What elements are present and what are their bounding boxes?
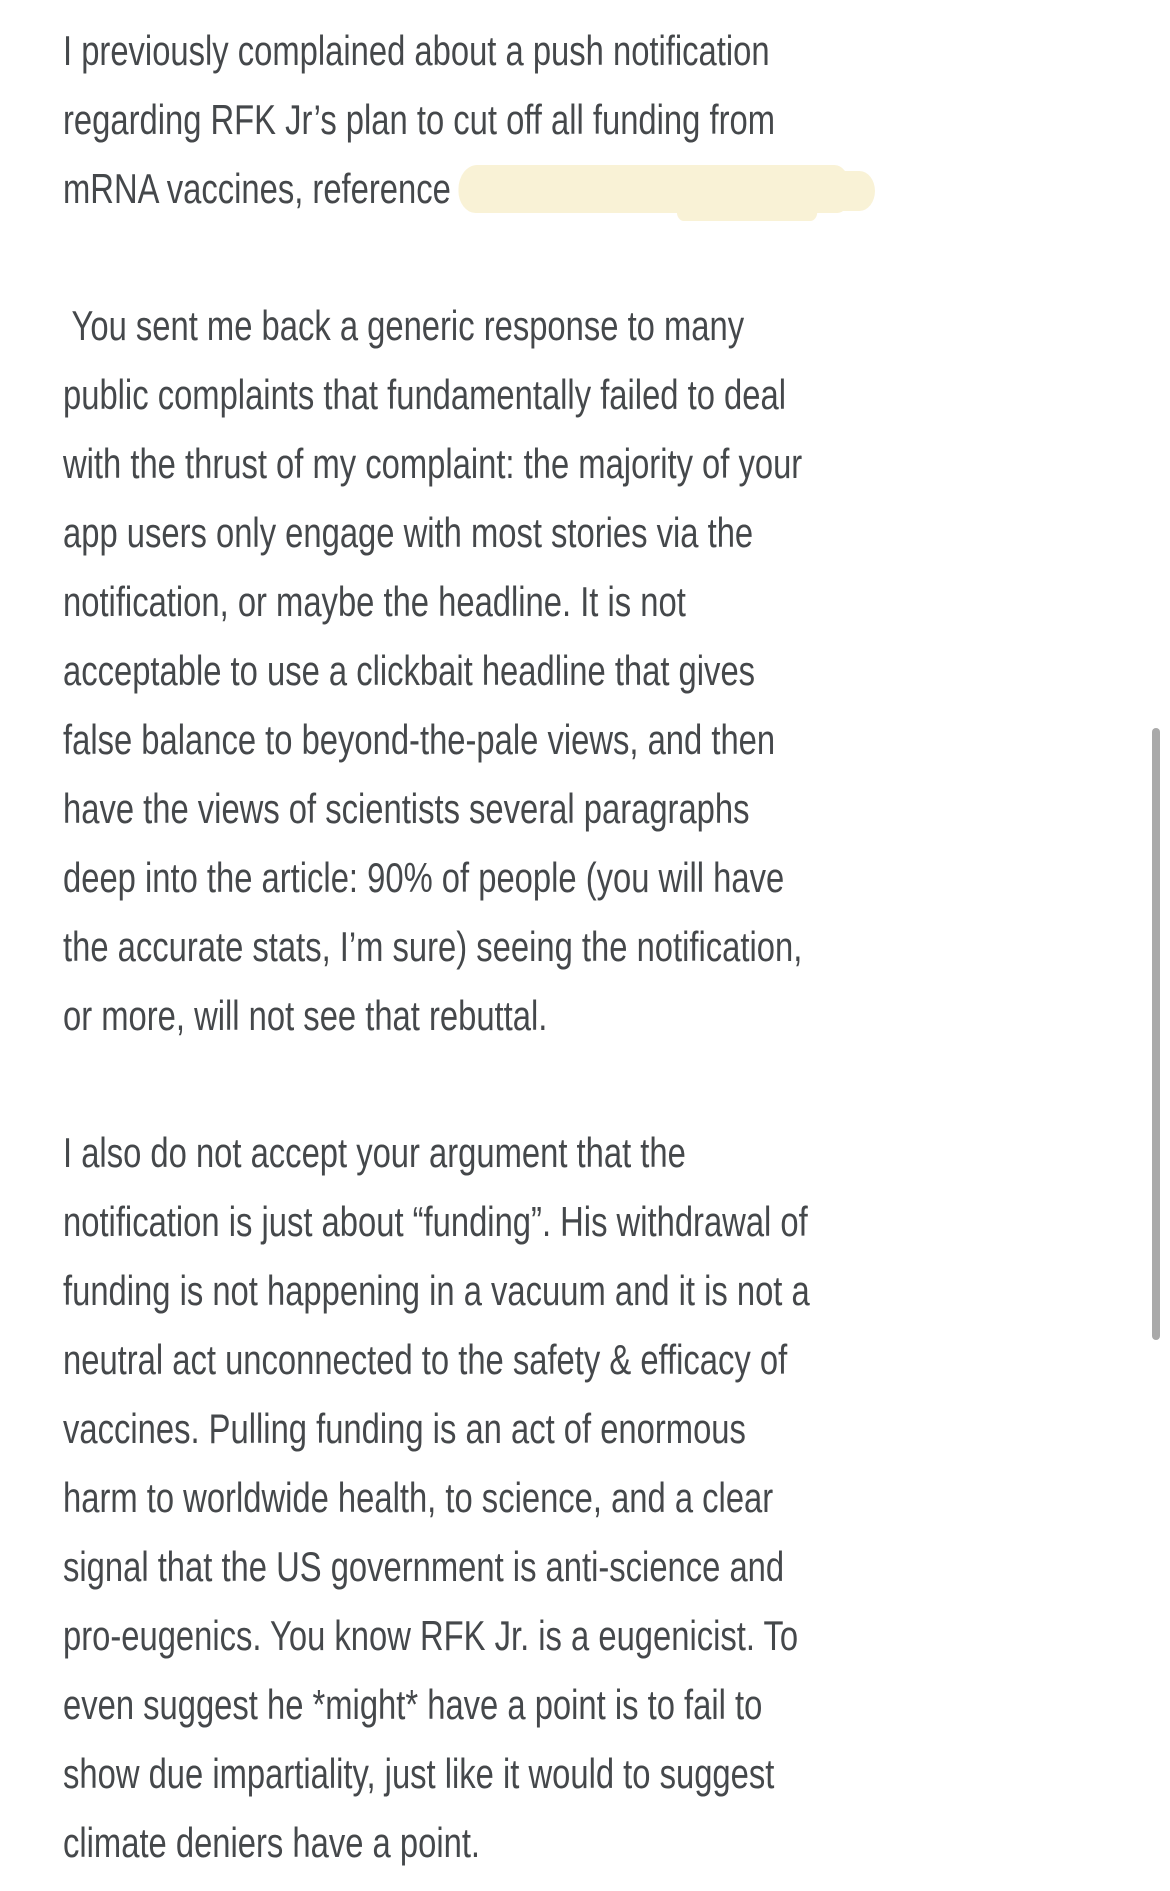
text-line: I also do not accept your argument that the: [63, 1129, 686, 1176]
text-line: climate deniers have a point.: [63, 1819, 481, 1866]
scrollbar[interactable]: [1152, 728, 1160, 1340]
paragraph: [63, 16, 1170, 223]
text-line: notification, or maybe the headline. It is not: [63, 578, 686, 625]
text-line: acceptable to use a clickbait headline that gives: [63, 647, 756, 694]
redaction-highlight: [459, 165, 849, 213]
text-line: even suggest he *might* have a point is to fail to: [63, 1681, 763, 1728]
text-line: app users only engage with most stories via the: [63, 509, 754, 556]
text-line: harm to worldwide health, to science, and a clear: [63, 1474, 774, 1521]
text-line: I previously complained about a push notification: [63, 27, 770, 74]
paragraph: [63, 1118, 1170, 1877]
text-line: or more, will not see that rebuttal.: [63, 992, 548, 1039]
text-line: show due impartiality, just like it would to suggest: [63, 1750, 775, 1797]
text-line: You sent me back a generic response to many: [63, 302, 745, 349]
text-line: public complaints that fundamentally failed to deal: [63, 371, 786, 418]
text-line: funding is not happening in a vacuum and it is not a: [63, 1267, 810, 1314]
text-line: notification is just about “funding”. His withdrawal of: [63, 1198, 808, 1245]
text-line: vaccines. Pulling funding is an act of enormous: [63, 1405, 746, 1452]
text-line: pro-eugenics. You know RFK Jr. is a eugenicist. To: [63, 1612, 799, 1659]
text-line: regarding RFK Jr’s plan to cut off all funding from: [63, 96, 775, 143]
text-line: false balance to beyond-the-pale views, and then: [63, 716, 776, 763]
text-line: deep into the article: 90% of people (you will have: [63, 854, 785, 901]
text-line: with the thrust of my complaint: the majority of your: [63, 440, 803, 487]
text-line: signal that the US government is anti-science and: [63, 1543, 785, 1590]
text-line: neutral act unconnected to the safety & efficacy of: [63, 1336, 788, 1383]
text-line: mRNA vaccines, reference: [63, 154, 926, 223]
text-line: the accurate stats, I’m sure) seeing the notification,: [63, 923, 803, 970]
paragraph: [63, 291, 1170, 1050]
text-line: have the views of scientists several paragraphs: [63, 785, 750, 832]
